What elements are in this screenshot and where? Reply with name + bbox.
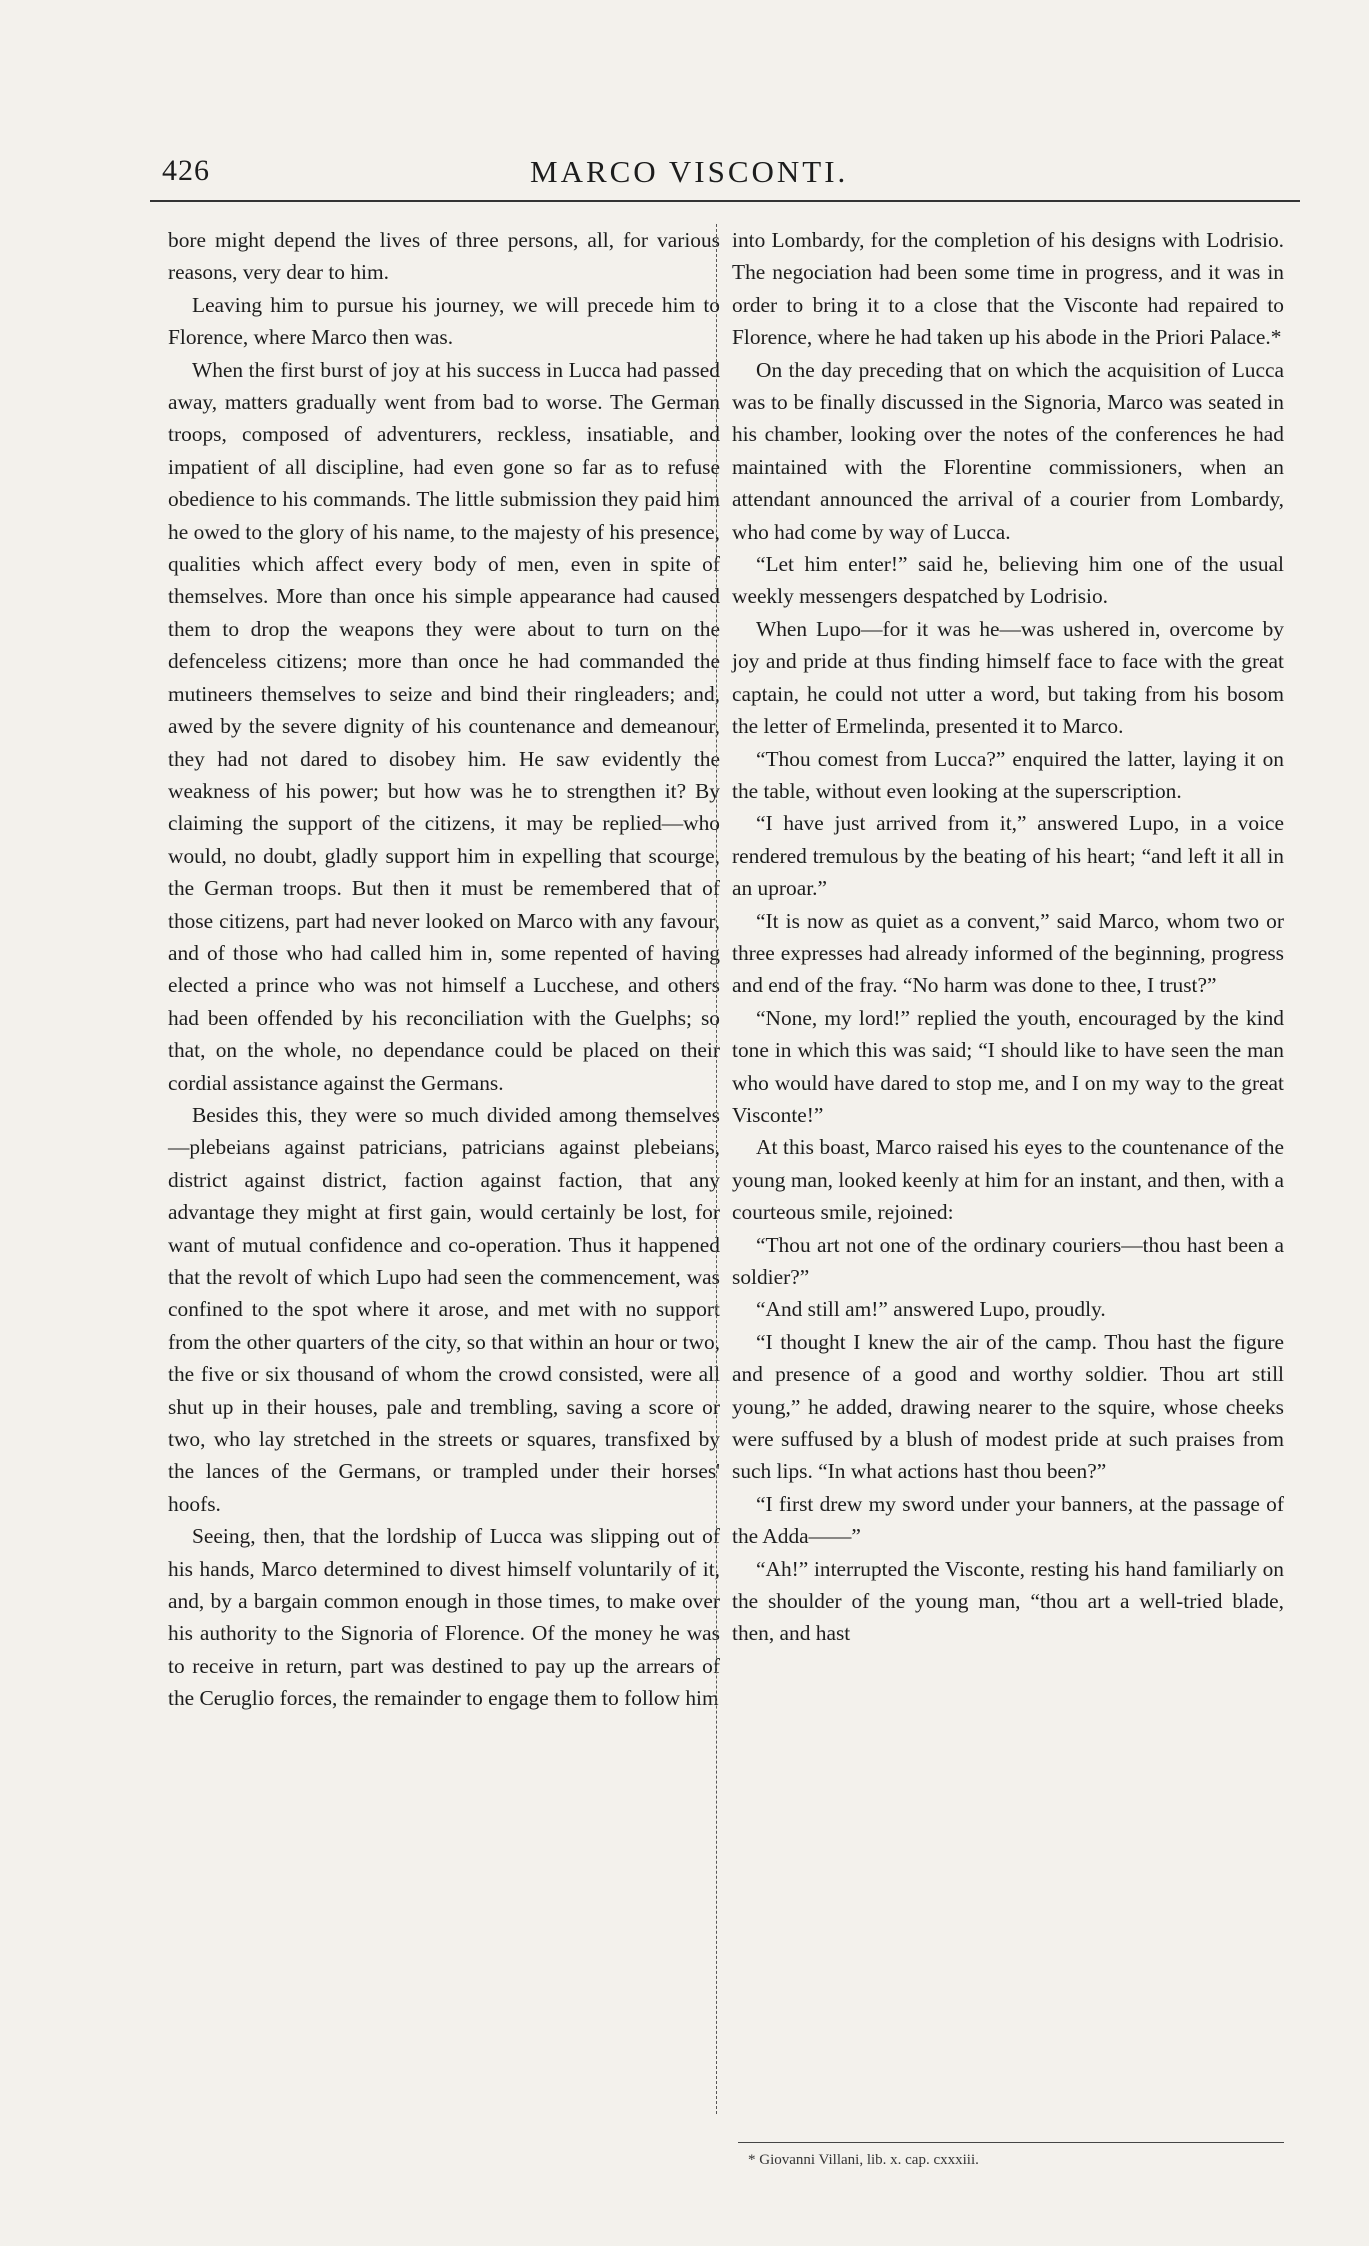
paragraph: “Let him enter!” said he, believing him one of the usual weekly messengers despatched by Lodrisio.	[732, 552, 1284, 609]
paragraph: When Lupo—for it was he—was ushered in, overcome by joy and pride at thus finding himself face to face with the great captain, he could not utter a word, but taking from his bosom the letter of Ermelinda, presented it to Marco.	[732, 616, 1284, 739]
paragraph: “It is now as quiet as a convent,” said Marco, whom two or three expresses had already informed of the beginning, progress and end of the fray. “No harm was done to thee, I trust?”	[732, 908, 1284, 998]
paragraph: bore might depend the lives of three persons, all, for various reasons, very dear to him.	[168, 228, 720, 285]
paragraph: into Lombardy, for the completion of his designs with Lodrisio. The negociation had been some time in progress, and it was in order to bring it to a close that the Visconte had repaired to Florence, where he had taken up his abode in the Priori Palace.*	[732, 228, 1284, 350]
footnote: * Giovanni Villani, lib. x. cap. cxxxiii.	[748, 2152, 979, 2168]
paragraph: “None, my lord!” replied the youth, encouraged by the kind tone in which this was said; “I should like to have seen the man who would have dared to stop me, and I on my way to the great Visconte!”	[732, 1005, 1284, 1127]
paragraph: Seeing, then, that the lordship of Lucca was slipping out of his hands, Marco determined to divest himself voluntarily of it, and, by a bargain common enough in those times, to make over his authority to the Signoria of Florence. Of the money he was to receive in return, part was destined to pay up the arrears of the Ceruglio forces, the remainder to engage them to follow him	[168, 1524, 720, 1711]
paragraph: “And still am!” answered Lupo, proudly.	[756, 1297, 1106, 1322]
paragraph: “I thought I knew the air of the camp. Thou hast the figure and presence of a good and worthy soldier. Thou art still young,” he added, drawing nearer to the squire, whose cheeks were suffused by a blush of modest pride at such praises from such lips. “In what actions hast thou been?”	[732, 1329, 1284, 1484]
paragraph: “I first drew my sword under your banners, at the passage of the Adda——”	[732, 1491, 1284, 1549]
running-title: MARCO VISCONTI.	[530, 154, 849, 189]
paragraph: “Ah!” interrupted the Visconte, resting his hand familiarly on the shoulder of the young man, “thou art a well-tried blade, then, and hast	[732, 1556, 1284, 1646]
paragraph: On the day preceding that on which the acquisition of Lucca was to be finally discussed in the Signoria, Marco was seated in his chamber, looking over the notes of the conferences he had maintained with the Florentine commissioners, when an attendant announced the arrival of a courier from Lombardy, who had come by way of Lucca.	[732, 357, 1284, 544]
paragraph: Leaving him to pursue his journey, we will precede him to Florence, where Marco then was.	[168, 292, 720, 350]
left-column	[168, 224, 720, 1715]
column-divider	[716, 224, 717, 2114]
footnote-rule	[738, 2142, 1284, 2143]
paragraph: “I have just arrived from it,” answered Lupo, in a voice rendered tremulous by the beating of his heart; “and left it all in an uproar.”	[732, 811, 1284, 901]
header-rule	[150, 200, 1300, 202]
paragraph: “Thou comest from Lucca?” enquired the latter, laying it on the table, without even looking at the superscription.	[732, 746, 1284, 803]
paragraph: At this boast, Marco raised his eyes to the countenance of the young man, looked keenly at him for an instant, and then, with a courteous smile, rejoined:	[732, 1135, 1284, 1225]
paragraph: “Thou art not one of the ordinary couriers—thou hast been a soldier?”	[732, 1232, 1284, 1289]
paragraph: When the first burst of joy at his success in Lucca had passed away, matters gradually went from bad to worse. The German troops, composed of adventurers, reckless, insatiable, and impatient of all discipline, had even gone so far as to refuse obedience to his commands. The little submission they paid him he owed to the glory of his name, to the majesty of his presence, qualities which affect every body of men, even in spite of themselves. More than once his simple appearance had caused them to drop the weapons they were about to turn on the defenceless citizens; more than once he had commanded the mutineers themselves to seize and bind their ringleaders; and, awed by the severe dignity of his countenance and demeanour, they had not dared to disobey him. He saw evidently the weakness of his power; but how was he to strengthen it? By claiming the support of the citizens, it may be replied—who would, no doubt, gladly support him in expelling that scourge, the German troops. But then it must be remembered that of those citizens, part had never looked on Marco with any favour, and of those who had called him in, some repented of having elected a prince who was not himself a Lucchese, and others had been offended by his reconciliation with the Guelphs; so that, on the whole, no dependance could be placed on their cordial assistance against the Germans.	[168, 357, 720, 1095]
page-number: 426	[162, 154, 210, 187]
right-column	[732, 224, 1284, 1650]
page-header	[150, 150, 1300, 194]
paragraph: Besides this, they were so much divided among themselves—plebeians against patricians, patricians against plebeians, district against district, faction against faction, that any advantage they might at first gain, would certainly be lost, for want of mutual confidence and co-operation. Thus it happened that the revolt of which Lupo had seen the commencement, was confined to the spot where it arose, and met with no support from the other quarters of the city, so that within an hour or two, the five or six thousand of whom the crowd consisted, were all shut up in their houses, pale and trembling, saving a score or two, who lay stretched in the streets or squares, transfixed by the lances of the Germans, or trampled under their horses' hoofs.	[168, 1102, 720, 1516]
